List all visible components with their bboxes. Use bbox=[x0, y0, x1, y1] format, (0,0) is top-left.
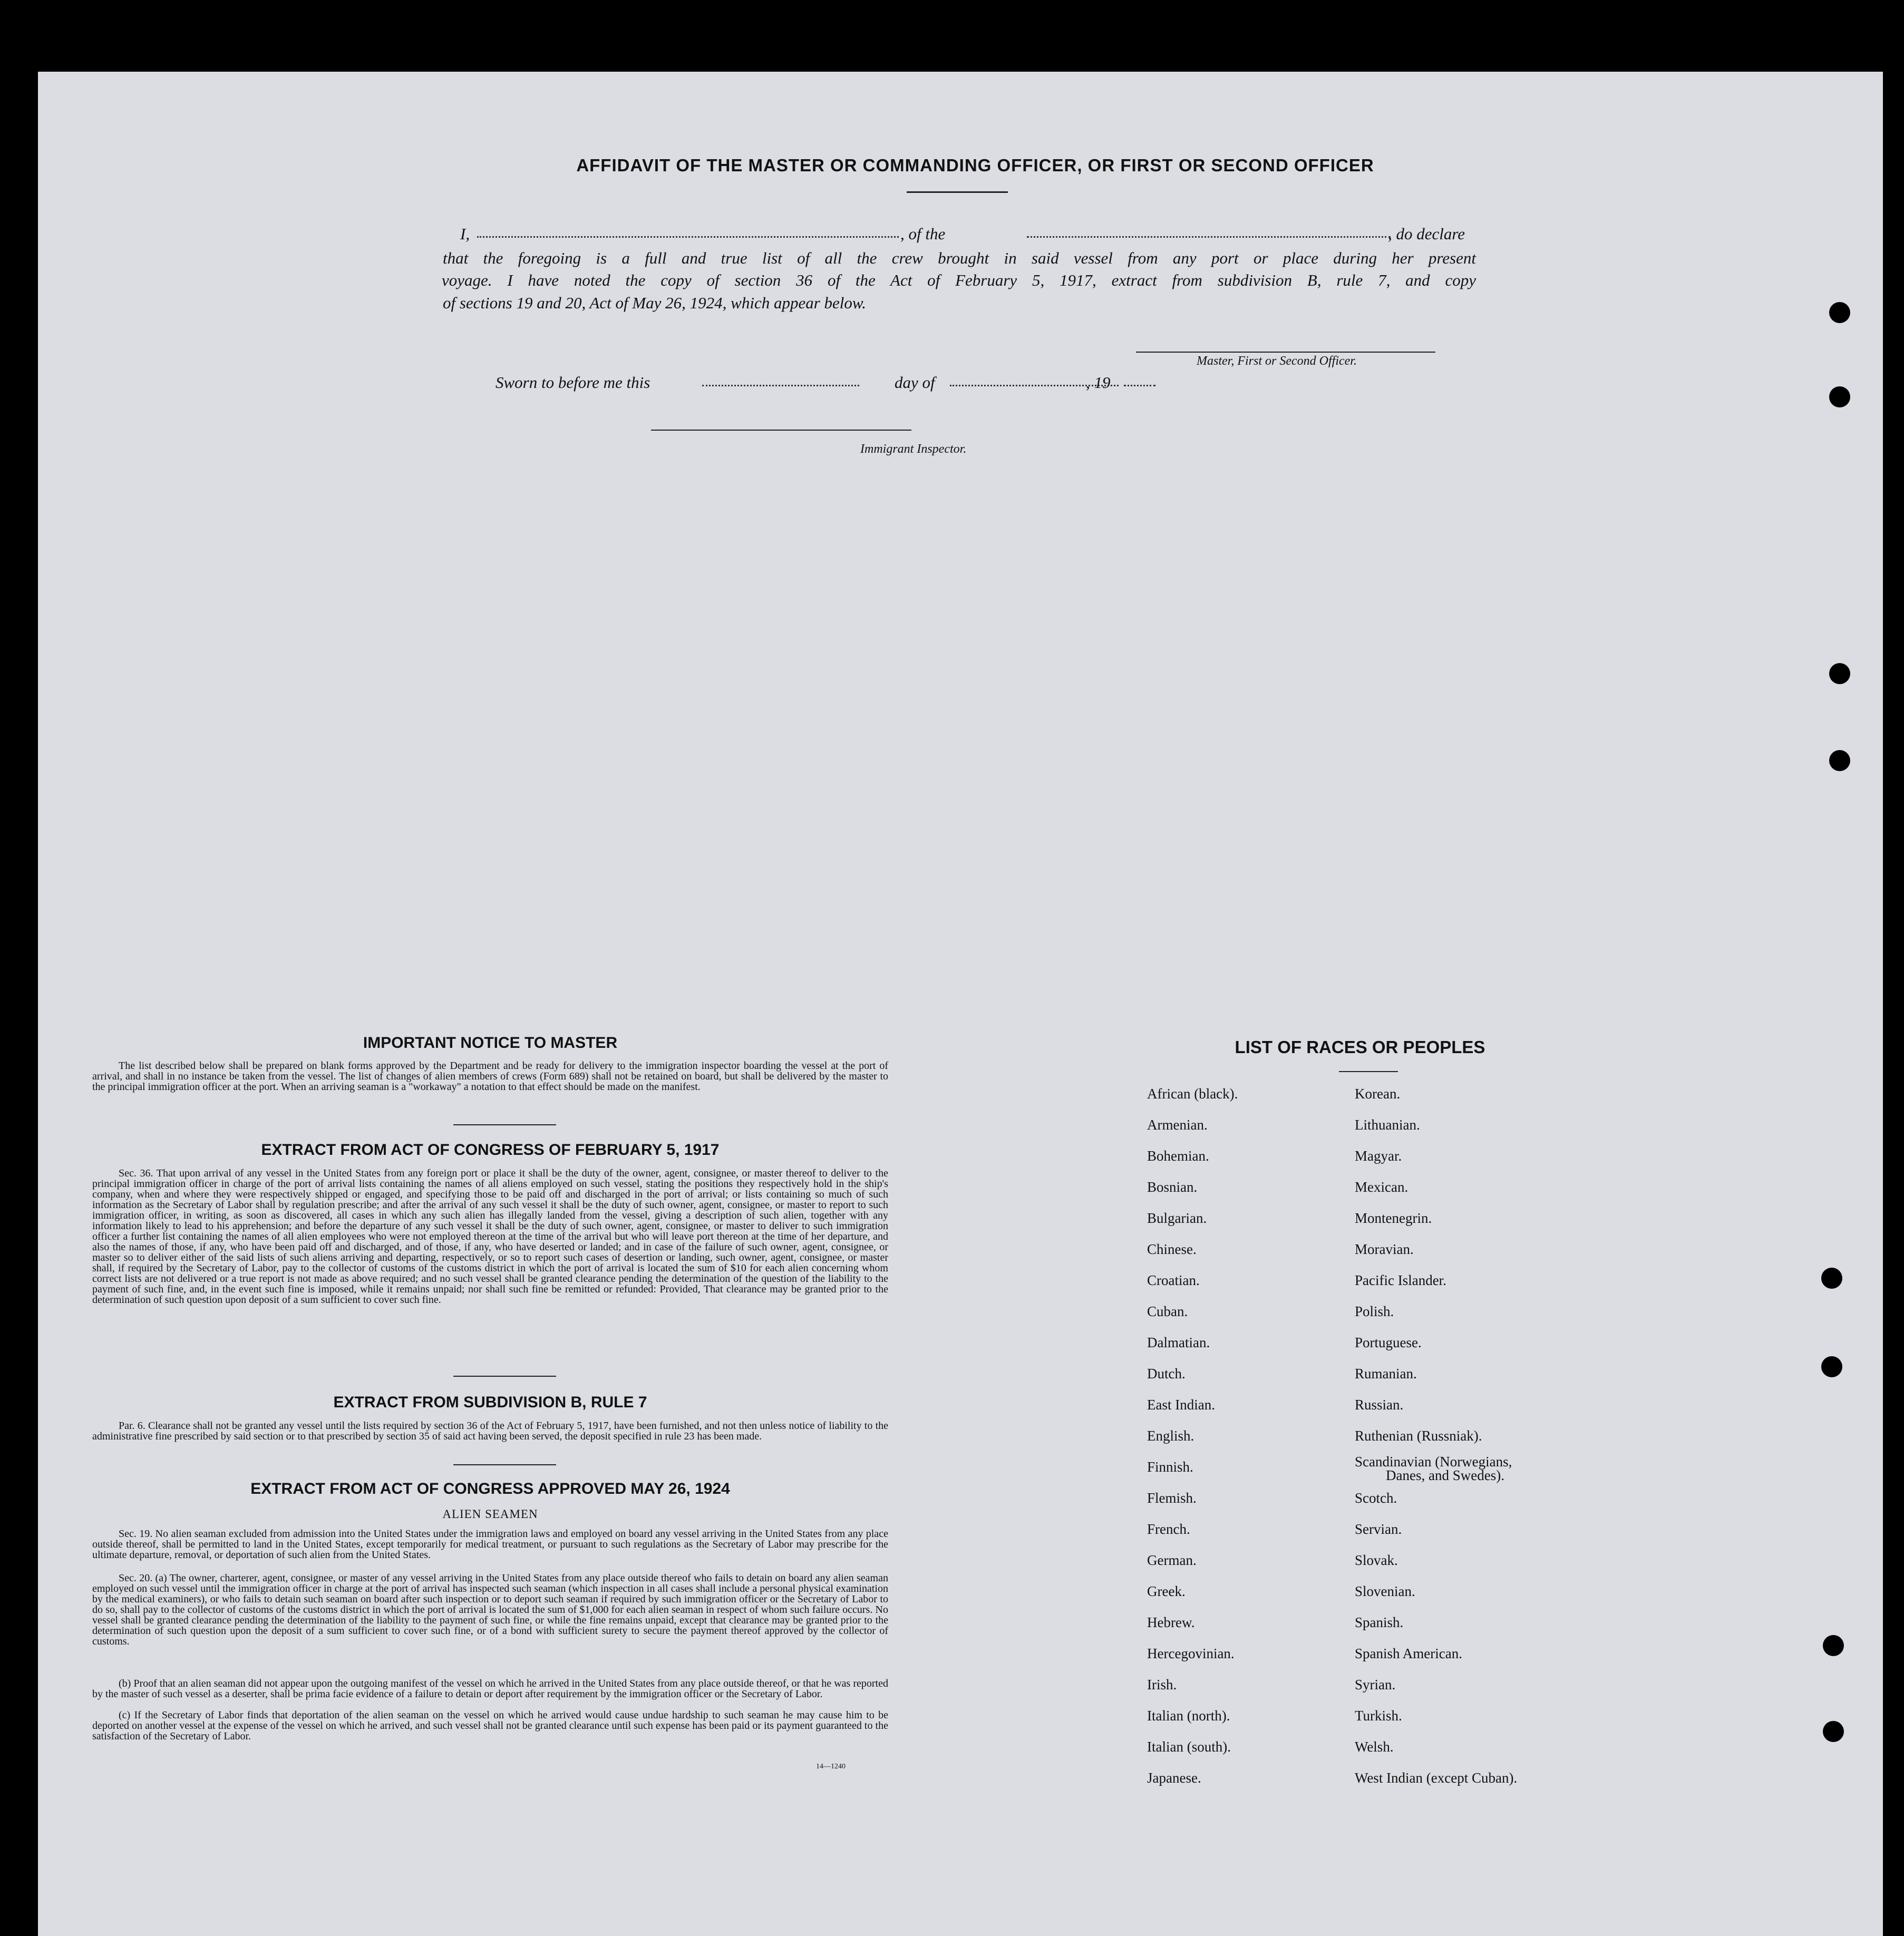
race-item: Rumanian. bbox=[1355, 1366, 1417, 1382]
master-name-field[interactable] bbox=[477, 236, 899, 238]
race-item: Cuban. bbox=[1147, 1303, 1188, 1319]
race-item: Bulgarian. bbox=[1147, 1210, 1207, 1226]
master-signature-label: Master, First or Second Officer. bbox=[1197, 354, 1357, 368]
notice-title: IMPORTANT NOTICE TO MASTER bbox=[363, 1034, 618, 1052]
races-title-rule bbox=[1339, 1071, 1398, 1072]
rule7-rule bbox=[453, 1464, 556, 1465]
race-item: Bosnian. bbox=[1147, 1179, 1198, 1195]
binder-hole-1 bbox=[1829, 302, 1850, 323]
race-item: Mexican. bbox=[1355, 1179, 1408, 1195]
race-item: Welsh. bbox=[1355, 1739, 1394, 1755]
binder-hole-5 bbox=[1821, 1268, 1842, 1289]
race-item: African (black). bbox=[1147, 1086, 1238, 1102]
sec-20b-body: (b) Proof that an alien seaman did not appear upon the outgoing manifest of the vessel on which he arrived in the United States from any place outside thereof, or that he was reported by the master of such vessel as a deserter, shall be prima facie evidence of a failure to detain or deport after requirement by the immigration officer or the Secretary of Labor. bbox=[92, 1678, 888, 1700]
extract-1917-title: EXTRACT FROM ACT OF CONGRESS OF FEBRUARY 5, 1917 bbox=[261, 1141, 720, 1159]
extract-1917-body: Sec. 36. That upon arrival of any vessel in the United States from any foreign port or place it shall be the duty of the owner, agent, consignee, or master thereof to deliver to the principal immigration officer in charge of the port of arrival lists containing the names of all aliens employed on such vessel, stating the positions they respectively hold in the ship's company, when and where they were respectively shipped or engaged, and specifying those to be paid off and discharged in the port of arrival; or lists containing so much of such information as the Secretary of Labor shall by regulation prescribe; and after the arrival of any such vessel it shall be the duty of such owner, agent, consignee, or master to report to such immigration officer, in writing, as soon as discovered, all cases in which any such alien has illegally landed from the vessel, giving a description of such alien, together with any information likely to lead to his apprehension; and before the departure of any such vessel it shall be the duty of such owner, agent, consignee, or master to deliver to such immigration officer a further list containing the names of all alien employees who were not employed thereon at the time of the arrival but who will leave port thereon at the time of her departure, and also the names of those, if any, who have been paid off and discharged, and of those, if any, who have deserted or landed; and in case of the failure of such owner, agent, consignee, or master so to deliver either of the said lists of such aliens arriving and departing, respectively, or so to report such cases of desertion or landing, such owner, agent, consignee, or master shall, if required by the Secretary of Labor, pay to the collector of customs of the customs district in which the port of arrival is located the sum of $10 for each alien concerning whom correct lists are not delivered or a true report is not made as above required; and no such vessel shall be granted clearance pending the determination of the question of the liability to the payment of such fine, and, in the event such fine is imposed, while it remains unpaid; nor shall such fine be remitted or refunded: Provided, That clearance may be granted prior to the determination of such question upon deposit of a sum sufficient to cover such fine. bbox=[92, 1168, 888, 1306]
vessel-name-field[interactable] bbox=[1027, 236, 1391, 238]
race-item: Servian. bbox=[1355, 1521, 1402, 1537]
race-item: Hebrew. bbox=[1147, 1614, 1195, 1630]
extract-1924-subtitle: ALIEN SEAMEN bbox=[442, 1507, 538, 1521]
rule7-body: Par. 6. Clearance shall not be granted any vessel until the lists required by section 36 of the Act of February 5, 1917, have been furnished, and not then unless notice of liability to the administrative fine prescribed by said section or to that prescribed by section 35 of said act having been served, the deposit specified in rule 23 has been made. bbox=[92, 1420, 888, 1442]
sec-20a-body: Sec. 20. (a) The owner, charterer, agent, consignee, or master of any vessel arriving in the United States from any place outside thereof who fails to detain on board any alien seaman employed on such vessel until the immigration officer in charge at the port of arrival has inspected such seaman (which inspection in all cases shall include a personal physical examination by the medical examiners), or who fails to detain such seaman on board after such inspection or to deport such seaman if required by such immigration officer or the Secretary of Labor to do so, shall pay to the collector of customs of the customs district in which the port of arrival is located the sum of $1,000 for each alien seaman in respect of whom such failure occurs. No vessel shall be granted clearance pending the determination of the liability to the payment of such fine, or while the fine remains unpaid, except that clearance may be granted prior to the determination of such question upon the deposit of a sum sufficient to cover such fine, or of a bond with sufficient surety to secure the payment thereof approved by the collector of customs. bbox=[92, 1572, 888, 1647]
race-item: Pacific Islander. bbox=[1355, 1272, 1446, 1288]
race-item: Japanese. bbox=[1147, 1770, 1201, 1786]
race-item: Irish. bbox=[1147, 1677, 1177, 1692]
race-item: Scandinavian (Norwegians, bbox=[1355, 1454, 1512, 1470]
race-item: Chinese. bbox=[1147, 1241, 1197, 1257]
inspector-signature-line[interactable] bbox=[651, 430, 911, 431]
race-item: English. bbox=[1147, 1428, 1194, 1444]
race-item: Montenegrin. bbox=[1355, 1210, 1432, 1226]
race-item: Italian (north). bbox=[1147, 1708, 1230, 1724]
race-item: Ruthenian (Russniak). bbox=[1355, 1428, 1482, 1444]
race-item: Dalmatian. bbox=[1147, 1335, 1210, 1350]
race-item: Magyar. bbox=[1355, 1148, 1402, 1164]
sworn-year-field[interactable] bbox=[1124, 385, 1155, 386]
affidavit-of-the: , of the bbox=[900, 225, 946, 243]
race-item: Croatian. bbox=[1147, 1272, 1200, 1288]
race-item: Slovenian. bbox=[1355, 1583, 1415, 1599]
sworn-day-of: day of bbox=[895, 373, 935, 392]
race-item: East Indian. bbox=[1147, 1397, 1215, 1413]
binder-hole-4 bbox=[1829, 750, 1850, 771]
affidavit-title: AFFIDAVIT OF THE MASTER OR COMMANDING OFFICER, OR FIRST OR SECOND OFFICER bbox=[576, 155, 1374, 175]
notice-rule bbox=[453, 1124, 556, 1125]
race-item: Armenian. bbox=[1147, 1117, 1208, 1133]
race-item: Bohemian. bbox=[1147, 1148, 1209, 1164]
document-sheet bbox=[38, 72, 1883, 1936]
race-item: Slovak. bbox=[1355, 1552, 1398, 1568]
binder-hole-2 bbox=[1829, 386, 1850, 407]
race-item: Greek. bbox=[1147, 1583, 1186, 1599]
race-item: Spanish. bbox=[1355, 1614, 1404, 1630]
notice-body: The list described below shall be prepared on blank forms approved by the Department and be ready for delivery to the immigration inspector boarding the vessel at the port of arrival, and shall in no instance be taken from the vessel. The list of changes of alien members of crews (Form 689) shall not be retained on board, but shall be delivered by the master to the principal immigration officer at the port. When an arriving seaman is a "workaway" a notation to that effect should be made on the manifest. bbox=[92, 1060, 888, 1093]
rule7-title: EXTRACT FROM SUBDIVISION B, RULE 7 bbox=[333, 1394, 647, 1411]
extract-1924-title: EXTRACT FROM ACT OF CONGRESS APPROVED MAY 26, 1924 bbox=[250, 1480, 730, 1497]
affidavit-title-rule bbox=[907, 191, 1008, 193]
race-item: Polish. bbox=[1355, 1303, 1394, 1319]
extract-1917-rule bbox=[453, 1376, 556, 1377]
affidavit-line3: voyage. I have noted the copy of section 36 of the Act of February 5, 1917, extract from subdivision B, rule 7, and copy bbox=[442, 271, 1476, 289]
race-item: Finnish. bbox=[1147, 1459, 1193, 1475]
race-item: Turkish. bbox=[1355, 1708, 1402, 1724]
race-item: Portuguese. bbox=[1355, 1335, 1422, 1350]
sec-20c-body: (c) If the Secretary of Labor finds that deportation of the alien seaman on the vessel on which he arrived would cause undue hardship to such seaman he may cause him to be deported on another vessel at the expense of the vessel on which he arrived, and such vessel shall not be granted clearance until such expense has been paid or its payment guaranteed to the satisfaction of the Secretary of Labor. bbox=[92, 1709, 888, 1742]
sworn-year: , 19 bbox=[1086, 373, 1111, 392]
form-number: 14—1240 bbox=[816, 1763, 846, 1770]
sworn-day-field[interactable] bbox=[702, 385, 859, 386]
race-item: Moravian. bbox=[1355, 1241, 1414, 1257]
race-item-continuation: Danes, and Swedes). bbox=[1386, 1467, 1504, 1483]
race-item: Flemish. bbox=[1147, 1490, 1197, 1506]
race-item: Korean. bbox=[1355, 1086, 1401, 1102]
affidavit-line4: of sections 19 and 20, Act of May 26, 1924, which appear below. bbox=[443, 294, 867, 312]
master-signature-line[interactable] bbox=[1136, 352, 1435, 353]
race-item: French. bbox=[1147, 1521, 1190, 1537]
affidavit-line1 bbox=[460, 225, 1472, 244]
sworn-prefix: Sworn to before me this bbox=[496, 373, 650, 392]
race-item: Lithuanian. bbox=[1355, 1117, 1420, 1133]
race-item: Dutch. bbox=[1147, 1366, 1186, 1382]
race-item: West Indian (except Cuban). bbox=[1355, 1770, 1518, 1786]
races-title: LIST OF RACES OR PEOPLES bbox=[1235, 1037, 1485, 1057]
race-item: Hercegovinian. bbox=[1147, 1646, 1235, 1661]
binder-hole-8 bbox=[1823, 1721, 1844, 1742]
affidavit-line2: that the foregoing is a full and true list of all the crew brought in said vessel from any port or place during her present bbox=[443, 249, 1476, 267]
binder-hole-7 bbox=[1823, 1635, 1844, 1656]
inspector-label: Immigrant Inspector. bbox=[860, 442, 967, 456]
binder-hole-6 bbox=[1821, 1356, 1842, 1377]
affidavit-i: I, bbox=[460, 225, 470, 243]
race-item: Russian. bbox=[1355, 1397, 1404, 1413]
race-item: Scotch. bbox=[1355, 1490, 1397, 1506]
sec-19-body: Sec. 19. No alien seaman excluded from admission into the United States under the immigration laws and employed on board any vessel arriving in the United States from any place outside thereof, shall be permitted to land in the United States, except temporarily for medical treatment, or pursuant to such regulations as the Secretary of Labor may prescribe for the ultimate departure, removal, or deportation of such alien from the United States. bbox=[92, 1528, 888, 1561]
binder-hole-3 bbox=[1829, 663, 1850, 684]
affidavit-declare: , do declare bbox=[1388, 225, 1465, 243]
race-item: German. bbox=[1147, 1552, 1197, 1568]
race-item: Syrian. bbox=[1355, 1677, 1396, 1692]
sworn-line bbox=[496, 373, 1233, 392]
race-item: Spanish American. bbox=[1355, 1646, 1462, 1661]
race-item: Italian (south). bbox=[1147, 1739, 1231, 1755]
